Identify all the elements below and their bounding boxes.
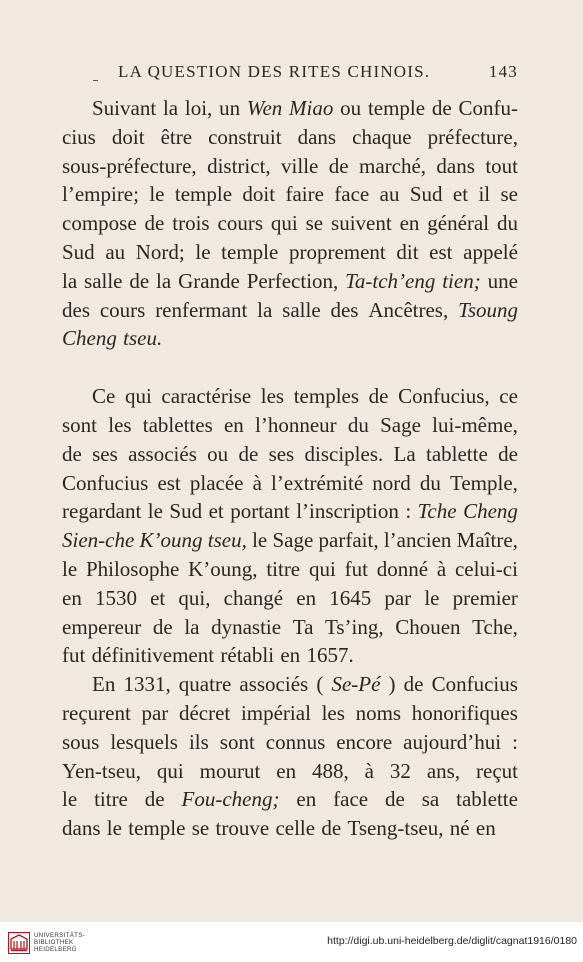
word: trouve	[215, 816, 270, 841]
word: se	[191, 816, 210, 841]
word: construit	[208, 124, 282, 149]
word: Sud	[169, 499, 203, 524]
word: district,	[207, 153, 271, 178]
word: 1645	[329, 585, 372, 610]
word: Ce	[92, 384, 116, 409]
text-line	[62, 670, 518, 699]
word: Sage	[380, 412, 421, 437]
word: et	[452, 182, 469, 207]
word: en	[296, 787, 317, 812]
word: temple	[174, 182, 233, 207]
word: )	[388, 672, 396, 697]
text-line	[62, 123, 518, 152]
text-line	[62, 180, 518, 209]
word: 488,	[312, 758, 349, 783]
word: l’inscription	[296, 499, 399, 524]
word: de	[129, 268, 150, 293]
word: associés	[128, 441, 197, 466]
word: empereur	[62, 614, 142, 639]
word: une	[487, 268, 518, 293]
word: faire	[285, 182, 324, 207]
word: de	[238, 441, 259, 466]
word: se	[500, 182, 518, 207]
word: le	[62, 556, 78, 581]
word: regardant	[62, 499, 142, 524]
word: la	[62, 268, 78, 293]
word: de	[152, 614, 173, 639]
word: les	[260, 384, 285, 409]
word: les	[108, 412, 132, 437]
word: Chouen	[395, 614, 461, 639]
word: de	[62, 441, 82, 466]
paragraph	[62, 670, 518, 843]
word: salle	[84, 268, 123, 293]
word: et	[208, 499, 224, 524]
word: du	[496, 211, 518, 236]
word: à	[436, 556, 447, 581]
word: Miao	[289, 96, 334, 120]
word: temple	[221, 239, 279, 264]
word: Temple,	[450, 470, 518, 495]
word: l’honneur	[255, 412, 337, 437]
library-name-line: HEIDELBERG	[34, 946, 77, 953]
word: quatre	[178, 672, 232, 697]
body-text	[62, 94, 518, 843]
text-line	[62, 584, 518, 613]
word: temples	[293, 384, 360, 409]
word: général	[427, 211, 490, 236]
running-title: LA QUESTION DES RITES CHINOIS.	[118, 62, 431, 81]
word: qui	[270, 211, 298, 236]
text-line	[62, 267, 518, 296]
word: face	[333, 787, 369, 812]
word: un	[219, 96, 241, 120]
word: loi,	[184, 96, 213, 120]
word: l’extrémité	[271, 470, 364, 495]
word: Ts’ing,	[325, 614, 384, 639]
word: la	[257, 297, 273, 322]
word: qui	[156, 758, 184, 783]
word: le	[147, 499, 163, 524]
word: dit	[396, 239, 419, 264]
word: tseu.	[123, 326, 163, 351]
word: K’oung	[139, 528, 203, 553]
text-line	[62, 555, 518, 584]
word: est	[429, 239, 453, 264]
text-line	[62, 324, 518, 353]
word: Ta	[292, 614, 314, 639]
word: sous-préfecture,	[62, 153, 197, 178]
word: qui,	[178, 585, 211, 610]
word: Confucius,	[398, 384, 490, 409]
word: dynastie	[211, 614, 282, 639]
word: cius	[62, 124, 96, 149]
paragraph-gap	[62, 353, 518, 382]
word: à	[252, 470, 262, 495]
word: compose	[62, 211, 137, 236]
word: temple	[367, 96, 426, 120]
word: :	[405, 499, 412, 524]
word: chaque	[352, 124, 412, 149]
word: caractérise	[161, 384, 252, 409]
library-name-line: BIBLIOTHEK	[34, 939, 74, 946]
word: définitivement	[91, 643, 215, 668]
word: premier	[452, 585, 518, 610]
word: temple	[128, 816, 186, 841]
word: dans	[62, 816, 101, 841]
word: qui	[124, 384, 152, 409]
word: Grande	[178, 268, 240, 293]
text-line	[62, 440, 518, 469]
word: Tsoung	[458, 297, 518, 322]
word: être	[160, 124, 193, 149]
word: sa	[421, 787, 440, 812]
word: Ancêtres,	[368, 297, 449, 322]
word: en	[276, 758, 297, 783]
word: le	[424, 585, 440, 610]
word: en	[475, 816, 496, 841]
word: en	[399, 211, 420, 236]
word: il	[478, 182, 491, 207]
text-line	[62, 469, 518, 498]
word: suivent	[331, 211, 392, 236]
paragraph	[62, 382, 518, 670]
word: sont	[219, 729, 255, 754]
word: dans	[436, 153, 475, 178]
library-name	[34, 932, 85, 953]
word: du	[419, 470, 441, 495]
text-line	[62, 497, 518, 526]
word: ses	[268, 441, 295, 466]
word: tout	[485, 153, 518, 178]
word: Perfection,	[246, 268, 339, 293]
word: Nord;	[135, 239, 185, 264]
word: marché,	[358, 153, 427, 178]
text-line	[62, 814, 518, 843]
word: le	[252, 528, 268, 553]
word: doit	[242, 182, 276, 207]
word: donné	[376, 556, 429, 581]
text-line	[62, 94, 518, 123]
library-name-line: UNIVERSITÄTS-	[34, 932, 85, 939]
word: Cheng	[463, 499, 518, 524]
word: doit	[111, 124, 145, 149]
word: 1530	[94, 585, 137, 610]
word: par	[141, 700, 169, 725]
word: Se-Pé	[331, 672, 381, 697]
text-line	[62, 152, 518, 181]
text-line	[62, 613, 518, 642]
word: tablette	[456, 787, 518, 812]
text-line	[62, 728, 518, 757]
word: 1657.	[306, 643, 354, 668]
word: rétabli	[220, 643, 275, 668]
word: aujourd’hui	[403, 729, 502, 754]
word: :	[512, 729, 518, 754]
word: fut	[62, 643, 86, 668]
text-line	[62, 526, 518, 555]
word: l’empire;	[62, 182, 139, 207]
word: titre	[94, 787, 128, 812]
word: disciples.	[304, 441, 384, 466]
word: celui-ci	[454, 556, 518, 581]
word: au	[105, 239, 126, 264]
word: à	[364, 758, 374, 783]
word: par	[384, 585, 412, 610]
word: né	[449, 816, 470, 841]
word: face	[334, 182, 370, 207]
word: Yen-tseu,	[62, 758, 141, 783]
word: proprement	[288, 239, 386, 264]
text-line	[62, 757, 518, 786]
word: la	[162, 96, 179, 120]
word: parfait,	[318, 528, 379, 553]
word: tien;	[442, 268, 481, 293]
word: noms	[355, 700, 402, 725]
word: honorifiques	[411, 700, 518, 725]
text-line	[62, 411, 518, 440]
word: en	[280, 643, 301, 668]
page-number: 143	[488, 62, 518, 81]
word: impérial	[240, 700, 311, 725]
word: du	[347, 412, 369, 437]
text-line	[62, 785, 518, 814]
word: ou	[340, 96, 362, 120]
paragraph	[62, 94, 518, 353]
word: fut	[344, 556, 368, 581]
word: Tseng-tseu,	[347, 816, 444, 841]
header-dash	[93, 80, 98, 81]
university-library-logo-icon	[8, 932, 30, 954]
word: décret	[178, 700, 231, 725]
word: les	[321, 700, 345, 725]
word: la	[184, 614, 200, 639]
word: l’ancien	[383, 528, 452, 553]
word: Cheng	[62, 326, 117, 351]
word: Confu-	[458, 96, 518, 120]
word: au	[379, 182, 400, 207]
word: celle	[275, 816, 316, 841]
word: Confucius	[431, 672, 518, 697]
word: ce	[499, 384, 518, 409]
word: qui	[308, 556, 336, 581]
word: Philosophe	[85, 556, 180, 581]
word: ou	[207, 441, 229, 466]
source-url[interactable]: http://digi.ub.uni-heidelberg.de/diglit/cagnat1916/0180	[327, 935, 577, 947]
text-line	[62, 699, 518, 728]
word: et	[150, 585, 166, 610]
word: La	[393, 441, 416, 466]
word: le	[149, 182, 165, 207]
word: K’oung,	[188, 556, 258, 581]
word: Sien-che	[62, 528, 135, 553]
word: cours	[217, 211, 263, 236]
word: Suivant	[92, 96, 157, 120]
word: mourut	[199, 758, 261, 783]
word: dans	[297, 124, 337, 149]
word: Fou-cheng;	[181, 787, 280, 812]
word: reçut	[476, 758, 518, 783]
word: sous	[62, 729, 100, 754]
text-line	[62, 296, 518, 325]
word: renfermant	[155, 297, 248, 322]
word: trois	[172, 211, 210, 236]
word: en	[223, 412, 244, 437]
word: Sud	[62, 239, 95, 264]
word: des	[330, 297, 359, 322]
word: salle	[282, 297, 321, 322]
word: tablette	[425, 441, 488, 466]
word: portant	[230, 499, 290, 524]
word: Confucius	[62, 470, 149, 495]
word: en	[62, 585, 82, 610]
word: 1331,	[123, 672, 171, 697]
word: 32	[389, 758, 411, 783]
word: Tche,	[472, 614, 518, 639]
word: ans,	[426, 758, 461, 783]
word: Sage	[272, 528, 314, 553]
word: appelé	[463, 239, 518, 264]
word: Ta-tch’eng	[345, 268, 436, 293]
word: Tche	[417, 499, 457, 524]
word: Maître,	[456, 528, 518, 553]
word: en	[296, 585, 317, 610]
word: des	[62, 297, 90, 322]
word: ils	[188, 729, 209, 754]
word: le	[195, 239, 211, 264]
text-line	[62, 641, 518, 670]
word: se	[305, 211, 324, 236]
word: de	[368, 384, 389, 409]
text-line	[62, 382, 518, 411]
word: est	[157, 470, 181, 495]
word: de	[385, 787, 405, 812]
word: le	[106, 816, 122, 841]
word: titre	[266, 556, 301, 581]
word: tablettes	[142, 412, 213, 437]
word: En	[92, 672, 116, 697]
word: de	[498, 441, 518, 466]
word: de	[328, 153, 349, 178]
word: la	[156, 268, 172, 293]
word: le	[62, 787, 78, 812]
word: nord	[372, 470, 411, 495]
word: ville	[281, 153, 319, 178]
word: connus	[265, 729, 326, 754]
word: ses	[92, 441, 118, 466]
text-line	[62, 238, 518, 267]
word: sont	[62, 412, 98, 437]
word: de	[321, 816, 342, 841]
footer-bar	[0, 922, 583, 962]
word: préfecture,	[427, 124, 518, 149]
word: reçurent	[62, 700, 131, 725]
word: Sud	[409, 182, 443, 207]
word: lui-même,	[432, 412, 518, 437]
word: de	[403, 672, 424, 697]
text-line	[62, 209, 518, 238]
word: de	[144, 787, 165, 812]
word: de	[431, 96, 452, 120]
word: changé	[223, 585, 284, 610]
word: tseu,	[207, 528, 247, 553]
word: encore	[336, 729, 393, 754]
word: (	[316, 672, 324, 697]
word: placée	[189, 470, 244, 495]
word: lesquels	[110, 729, 178, 754]
word: cours	[99, 297, 146, 322]
word: de	[144, 211, 165, 236]
word: Wen	[246, 96, 283, 120]
word: associés	[239, 672, 309, 697]
